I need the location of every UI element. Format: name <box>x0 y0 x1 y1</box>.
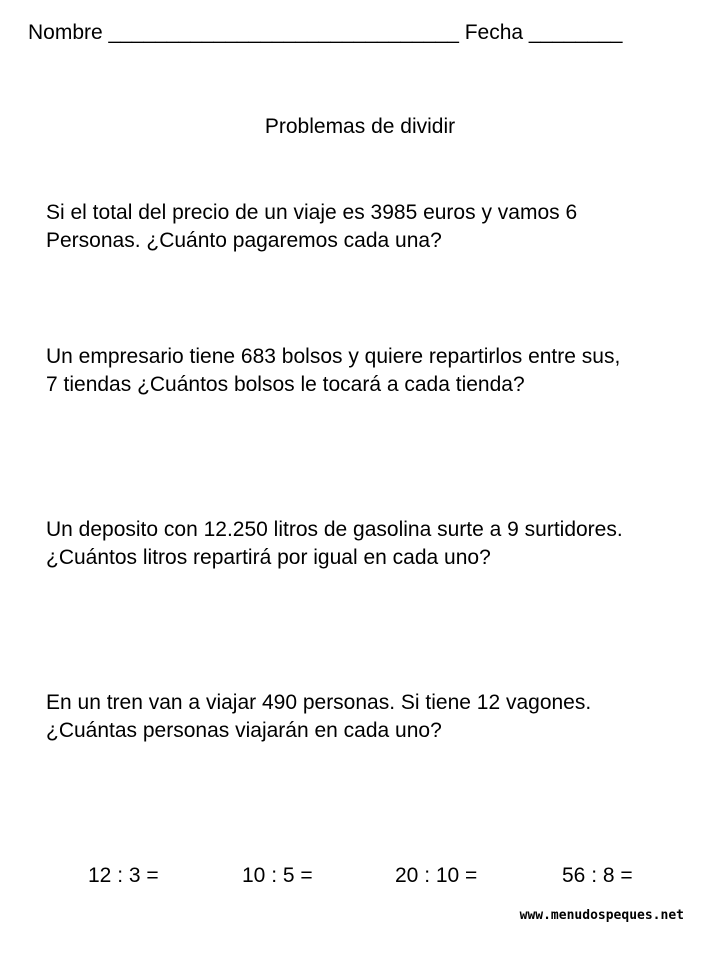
website-footer: www.menudospeques.net <box>519 908 684 923</box>
problem-2-line-1: Un empresario tiene 683 bolsos y quiere repartirlos entre sus, <box>46 345 621 368</box>
problem-1-line-1: Si el total del precio de un viaje es 3985 euros y vamos 6 <box>46 201 578 224</box>
problem-3 <box>46 516 716 572</box>
problem-4-line-1: En un tren van a viajar 490 personas. Si tiene 12 vagones. <box>46 691 592 714</box>
problem-3-line-1: Un deposito con 12.250 litros de gasolina surte a 9 surtidores. <box>46 518 623 541</box>
exercise-2: 10 : 5 = <box>242 864 313 887</box>
problem-2-line-2: 7 tiendas ¿Cuántos bolsos le tocará a cada tienda? <box>46 373 525 396</box>
problem-3-line-2: ¿Cuántos litros repartirá por igual en cada uno? <box>46 546 491 569</box>
page-title: Problemas de dividir <box>264 115 456 138</box>
problem-2 <box>46 343 716 399</box>
exercise-3: 20 : 10 = <box>395 864 478 887</box>
name-date-header: Nombre ______________________________ Fecha ________ <box>28 21 623 44</box>
exercise-4: 56 : 8 = <box>562 864 633 887</box>
problem-1-line-2: Personas. ¿Cuánto pagaremos cada una? <box>46 229 442 252</box>
problem-4-line-2: ¿Cuántas personas viajarán en cada uno? <box>46 719 442 742</box>
exercise-1: 12 : 3 = <box>88 864 159 887</box>
problem-1 <box>46 199 716 255</box>
problem-4 <box>46 689 716 745</box>
